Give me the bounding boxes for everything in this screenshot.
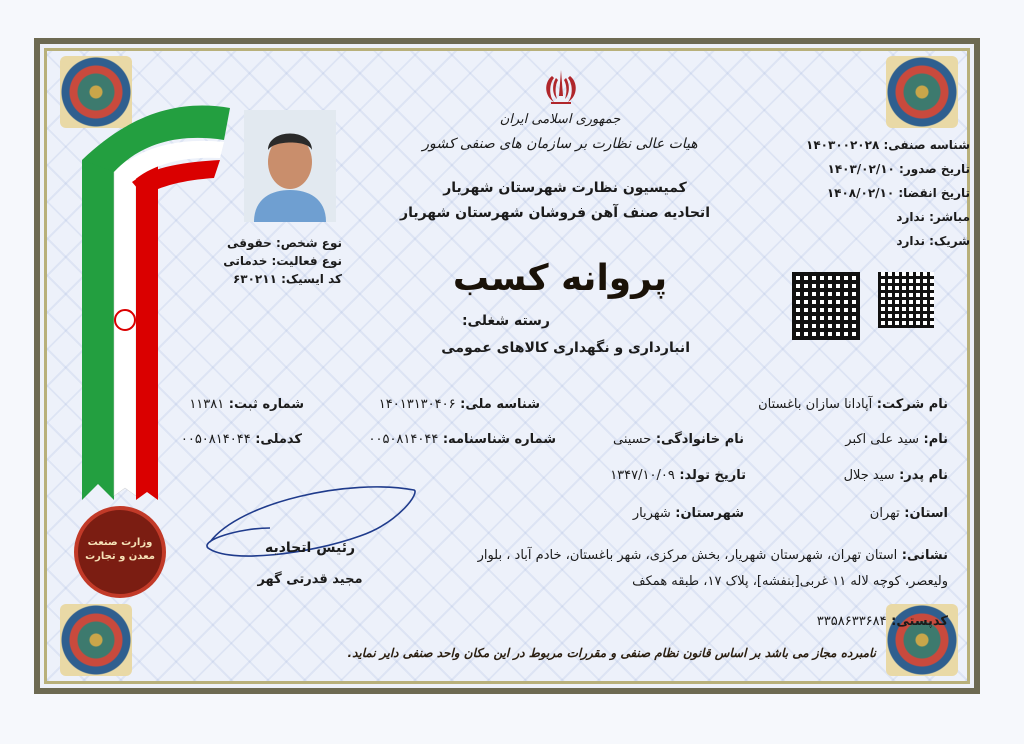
manager: مباشر: ندارد (896, 210, 970, 224)
postal-code: کدپستی: ۳۳۵۸۶۳۳۶۸۴ (816, 614, 948, 629)
qr-code-1 (792, 272, 860, 340)
ministry-seal (74, 506, 166, 598)
expiry-date: تاریخ انقضا: ۱۴۰۸/۰۲/۱۰ (826, 186, 970, 200)
issue-date: تاریخ صدور: ۱۴۰۳/۰۲/۱۰ (827, 162, 970, 176)
footer-note: نامبرده مجاز می باشد بر اساس قانون نظام صنفی و مقررات مربوط در این مکان واحد صنفی دایر نماید. (347, 646, 876, 660)
header-country: جمهوری اسلامی ایران (499, 112, 621, 127)
father-name: نام پدر: سید جلال (843, 468, 948, 483)
page-title: پروانه کسب (452, 258, 668, 299)
signatory-title: رئیس اتحادیه (264, 540, 356, 556)
address-line-1: نشانی: استان تهران، شهرستان شهریار، بخش مرکزی، شهر باغستان، خادم آباد ، بلوار (477, 548, 948, 563)
header-commission: کمیسیون نظارت شهرستان شهریار (443, 180, 687, 196)
corner-ornament-top-right (886, 56, 958, 128)
flag-ribbon (74, 100, 234, 520)
header-board: هیات عالی نظارت بر سازمان های صنفی کشور (422, 136, 698, 152)
seal-text: وزارت صنعت معدن و تجارت (85, 537, 155, 562)
last-name: نام خانوادگی: حسینی (613, 432, 744, 447)
person-type: نوع شخص: حقوقی (226, 236, 342, 250)
company-name: نام شرکت: آپادانا سازان باغستان (758, 397, 948, 412)
partner: شریک: ندارد (896, 234, 970, 248)
iran-emblem-icon (540, 66, 582, 108)
isic-code: کد ایسیک: ۶۳۰۲۱۱ (232, 272, 342, 286)
first-name: نام: سید علی اکبر (845, 432, 948, 447)
person-photo (244, 110, 336, 222)
business-category-value: انبارداری و نگهداری کالاهای عمومی (441, 340, 690, 356)
signatory-name: مجید قدرتی گهر (257, 572, 363, 587)
national-id: شناسه ملی: ۱۴۰۱۳۱۳۰۴۰۶ (378, 397, 540, 412)
city: شهرستان: شهریار (632, 506, 744, 521)
qr-code-2 (878, 272, 934, 328)
registration-no: شماره ثبت: ۱۱۳۸۱ (189, 397, 304, 412)
corner-ornament-bottom-left (60, 604, 132, 676)
id-number: شماره شناسنامه: ۰۰۵۰۸۱۴۰۴۴ (368, 432, 556, 447)
address-line-2: ولیعصر، کوچه لاله ۱۱ غربی[بنفشه]، پلاک ۱۷، طبقه همکف (632, 574, 948, 589)
header-union: اتحادیه صنف آهن فروشان شهرستان شهریار (400, 205, 710, 221)
person-photo-avatar (244, 110, 336, 222)
province: استان: تهران (869, 506, 948, 521)
business-category-label: رسته شغلی: (461, 313, 550, 329)
birth-date: تاریخ تولد: ۱۳۴۷/۱۰/۰۹ (610, 468, 746, 483)
guild-id: شناسه صنفی: ۱۴۰۳۰۰۲۰۲۸ (806, 138, 970, 152)
activity-type: نوع فعالیت: خدماتی (223, 254, 342, 268)
national-code: کدملی: ۰۰۵۰۸۱۴۰۴۴ (180, 432, 302, 447)
